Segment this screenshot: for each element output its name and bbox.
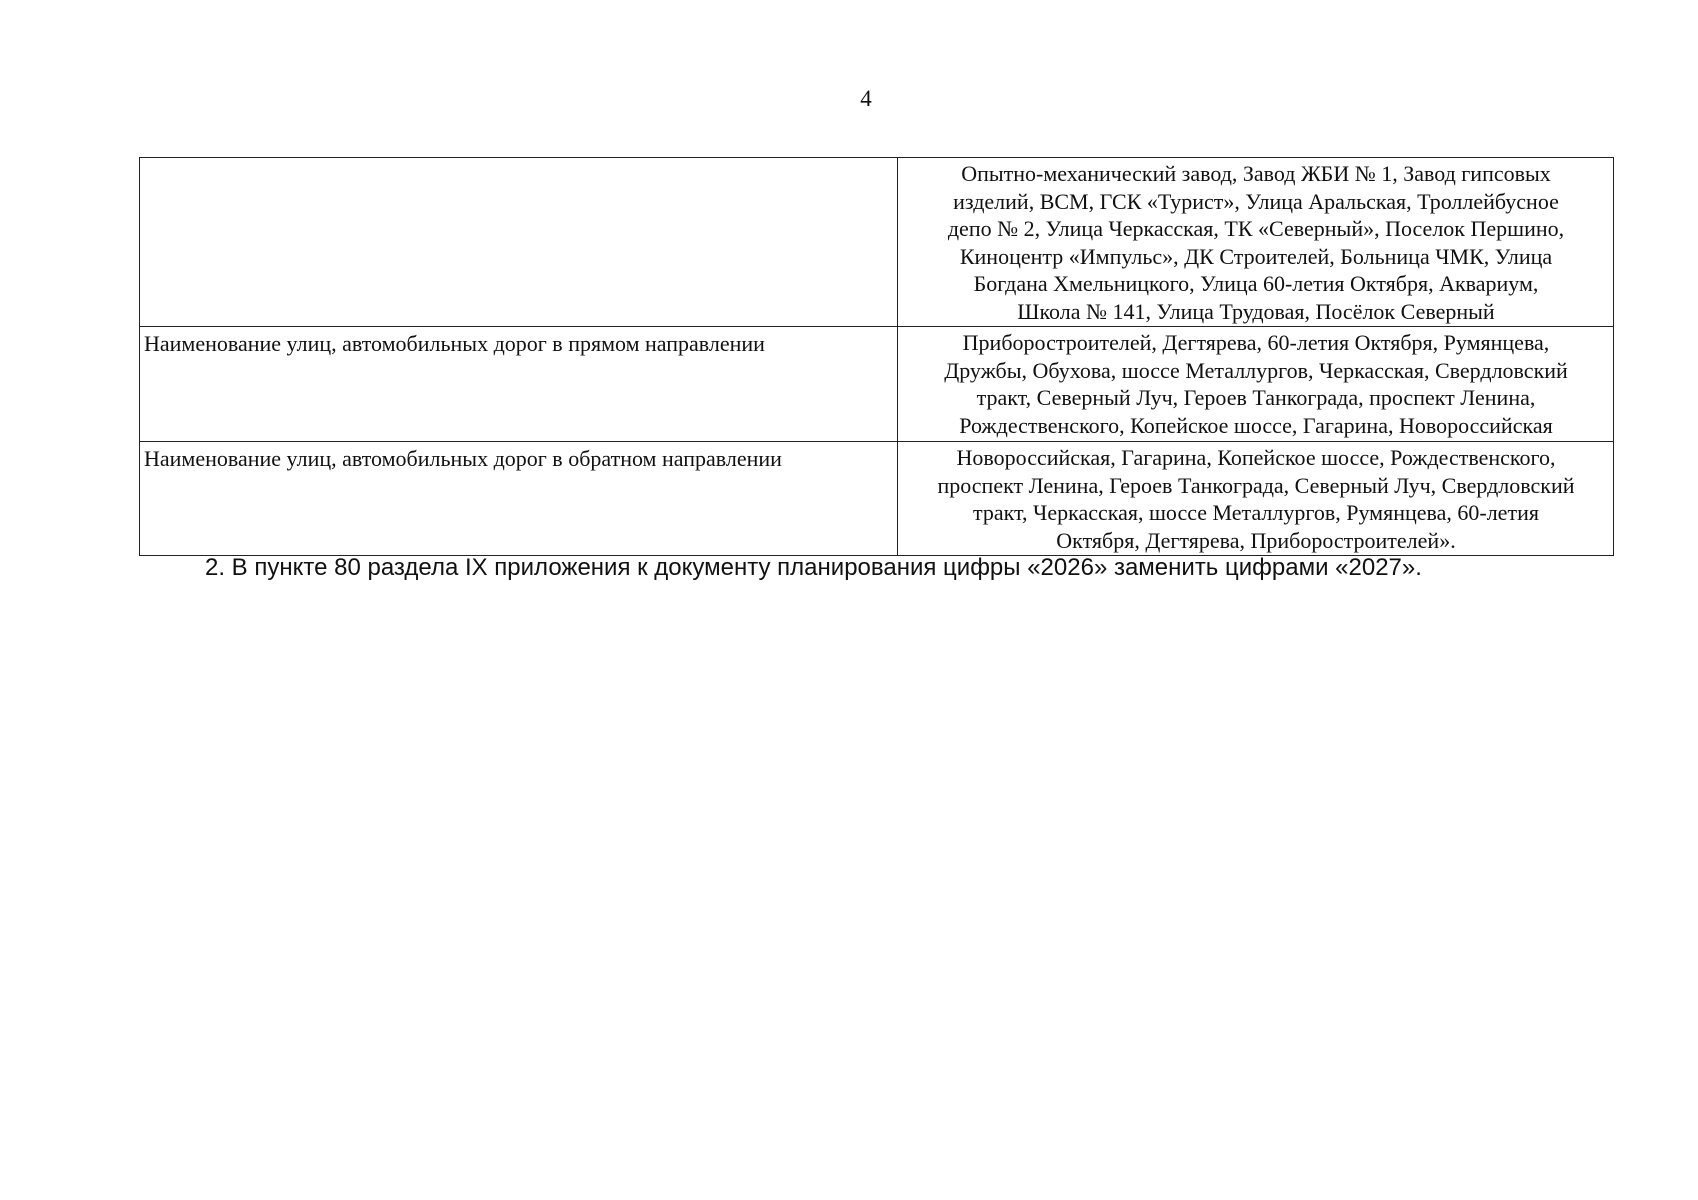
streets-line: проспект Ленина, Героев Танкограда, Северный Луч, Свердловский [937, 472, 1575, 498]
streets-line: Октября, Дегтярева, Приборостроителей». [1056, 527, 1456, 553]
amendment-paragraph: 2. В пункте 80 раздела IX приложения к документу планирования цифры «2026» заменить цифрами «2027». [205, 554, 1422, 581]
streets-line: Рождественского, Копейское шоссе, Гагарина, Новороссийская [959, 412, 1553, 438]
stops-line: Киноцентр «Импульс», ДК Строителей, Больница ЧМК, Улица [959, 243, 1553, 269]
page-number: 4 [860, 86, 872, 111]
streets-line: Новороссийская, Гагарина, Копейское шоссе, Рождественского, [956, 445, 1556, 470]
reverse-streets [898, 442, 1614, 556]
row-label [140, 158, 898, 327]
streets-line: тракт, Черкасская, шоссе Металлургов, Румянцева, 60-летия [973, 500, 1539, 525]
stops-line: Школа № 141, Улица Трудовая, Посёлок Северный [1017, 298, 1495, 324]
table-row [140, 158, 1614, 327]
stops-line: депо № 2, Улица Черкасская, ТК «Северный», Поселок Першино, [947, 216, 1565, 241]
forward-streets [898, 327, 1614, 442]
stops-line: изделий, ВСМ, ГСК «Турист», Улица Аральская, Троллейбусное [953, 188, 1559, 214]
streets-line: тракт, Северный Луч, Героев Танкограда, проспект Ленина, [976, 385, 1536, 410]
stops-line: Опытно-механический завод, Завод ЖБИ № 1, Завод гипсовых [961, 161, 1551, 186]
row-label-reverse: Наименование улиц, автомобильных дорог в обратном направлении [140, 442, 898, 556]
stops-list [898, 158, 1614, 327]
table-row [140, 327, 1614, 442]
route-table [139, 157, 1614, 556]
streets-line: Дружбы, Обухова, шоссе Металлургов, Черкасская, Свердловский [944, 357, 1568, 383]
streets-line: Приборостроителей, Дегтярева, 60-летия Октября, Румянцева, [962, 330, 1550, 355]
row-label-forward: Наименование улиц, автомобильных дорог в прямом направлении [140, 327, 898, 442]
stops-line: Богдана Хмельницкого, Улица 60-летия Октября, Аквариум, [973, 271, 1539, 296]
table-row [140, 442, 1614, 556]
